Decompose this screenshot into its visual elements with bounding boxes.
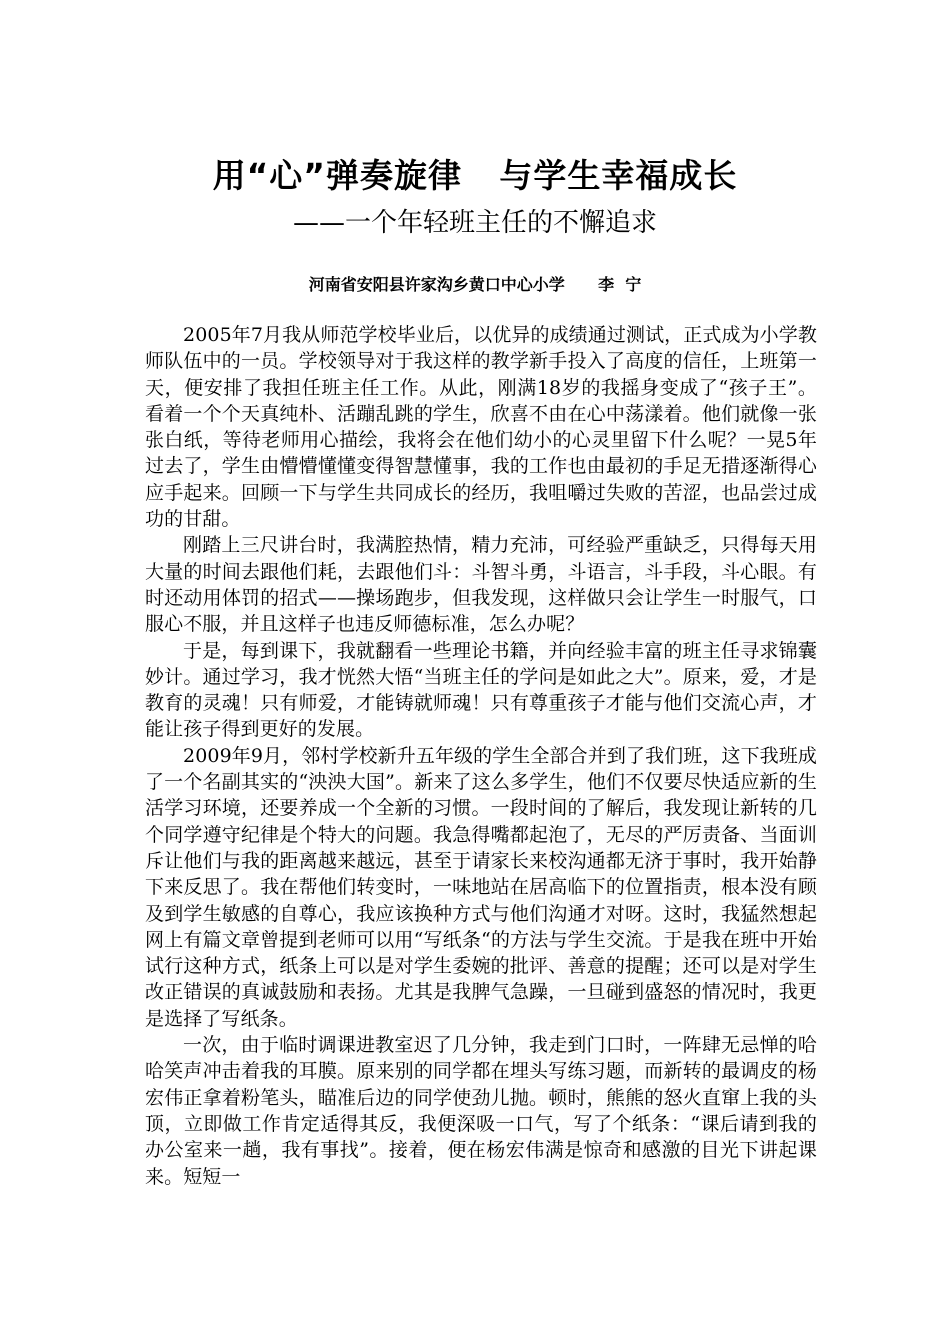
paragraph-5: 一次，由于临时调课进教室迟了几分钟，我走到门口时，一阵肆无忌惮的哈哈笑声冲击着我的耳膜。原来别的同学都在埋头写练习题，而新转的最调皮的杨宏伟正拿着粉笔头，瞄准后边的同学使劲儿抛。顿时，熊熊的怒火直窜上我的头顶，立即做工作肯定适得其反，我便深吸一口气，写了个纸条：“课后请到我的办公室来一趟，我有事找”。接着，便在杨宏伟满是惊奇和感激的目光下讲起课来。短短一 — [145, 1034, 817, 1188]
author-byline: 河南省安阳县许家沟乡黄口中心小学 李 宁 — [308, 275, 642, 294]
paragraph-3: 于是，每到课下，我就翻看一些理论书籍，并向经验丰富的班主任寻求锦囊妙计。通过学习，我才恍然大悟“当班主任的学问是如此之大”。原来，爱，才是教育的灵魂！只有师爱，才能铸就师魂！只有尊重孩子才能与他们交流心声，才能让孩子得到更好的发展。 — [145, 639, 817, 741]
document-title: 用“心”弹奏旋律 与学生幸福成长 — [212, 156, 738, 195]
paragraph-1: 2005年7月我从师范学校毕业后，以优异的成绩通过测试，正式成为小学教师队伍中的一员。学校领导对于我这样的教学新手投入了高度的信任，上班第一天，便安排了我担任班主任工作。从此，刚满18岁的我摇身变成了“孩子王”。看着一个个天真纯朴、活蹦乱跳的学生，欣喜不由在心中荡漾着。他们就像一张张白纸，等待老师用心描绘，我将会在他们幼小的心灵里留下什么呢？一晃5年过去了，学生由懵懵懂懂变得智慧懂事，我的工作也由最初的手足无措逐渐得心应手起来。回顾一下与学生共同成长的经历，我咀嚼过失败的苦涩，也品尝过成功的甘甜。 — [145, 324, 817, 531]
document-subtitle: ——一个年轻班主任的不懈追求 — [292, 208, 657, 238]
paragraph-4: 2009年9月，邻村学校新升五年级的学生全部合并到了我们班，这下我班成了一个名副其实的“泱泱大国”。新来了这么多学生，他们不仅要尽快适应新的生活学习环境，还要养成一个全新的习惯。一段时间的了解后，我发现让新转的几个同学遵守纪律是个特大的问题。我急得嘴都起泡了，无尽的严厉责备、当面训斥让他们与我的距离越来越远，甚至于请家长来校沟通都无济于事时，我开始静下来反思了。我在帮他们转变时，一味地站在居高临下的位置指责，根本没有顾及到学生敏感的自尊心，我应该换种方式与他们沟通才对呀。这时，我猛然想起网上有篇文章曾提到老师可以用“写纸条“的方法与学生交流。于是我在班中开始试行这种方式，纸条上可以是对学生委婉的批评、善意的提醒；还可以是对学生改正错误的真诚鼓励和表扬。尤其是我脾气急躁，一旦碰到盛怒的情况时，我更是选择了写纸条。 — [145, 744, 817, 1030]
paragraph-2: 刚踏上三尺讲台时，我满腔热情，精力充沛，可经验严重缺乏，只得每天用大量的时间去跟他们耗，去跟他们斗：斗智斗勇，斗语言，斗手段，斗心眼。有时还动用体罚的招式——操场跑步，但我发现，这样做只会让学生一时服气，口服心不服，并且这样子也违反师德标准，怎么办呢？ — [145, 534, 817, 636]
article-body — [145, 322, 817, 1190]
